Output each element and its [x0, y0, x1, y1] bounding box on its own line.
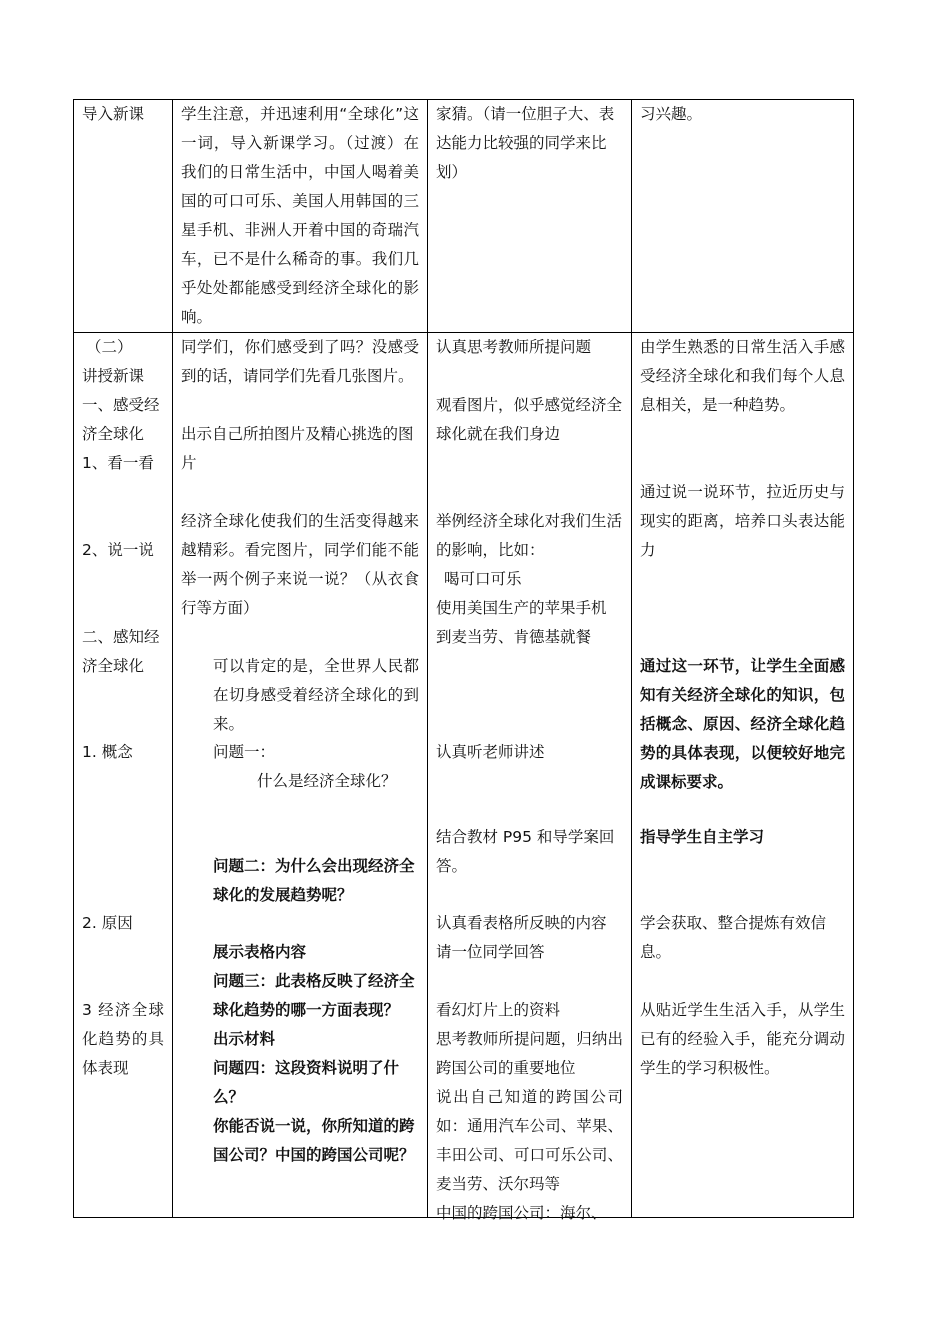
stage-label: 导入新课	[82, 105, 145, 123]
student-text: 观看图片，似乎感觉经济全球化就在我们身边	[436, 396, 623, 443]
question-two-text: 问题二：为什么会出现经济全球化的发展趋势呢？	[213, 857, 415, 904]
question-one-label: 问题一：	[213, 743, 276, 761]
student-text: 结合教材 P95 和导学案回答。	[436, 828, 615, 875]
student-text: 使用美国生产的苹果手机	[436, 599, 607, 617]
lesson-plan-table	[73, 99, 854, 1222]
student-text: 认真看表格所反映的内容	[436, 914, 607, 932]
intent-text: 由学生熟悉的日常生活入手感受经济全球化和我们每个人息息相关，是一种趋势。	[640, 338, 845, 414]
section-heading: 一、感受经济全球化	[82, 396, 160, 443]
student-text: 说出自己知道的跨国公司如：通用汽车公司、苹果、丰田公司、可口可乐公司、麦当劳、沃尔玛等	[436, 1088, 623, 1193]
intent-text: 学会获取、整合提炼有效信息。	[640, 914, 827, 961]
question-four-text: 问题四：这段资料说明了什么？	[213, 1059, 400, 1106]
teacher-activity-cell	[173, 333, 428, 1218]
question-five-text: 你能否说一说，你所知道的跨国公司？中国的跨国公司呢？	[213, 1117, 415, 1164]
step-label: 2. 原因	[82, 914, 133, 932]
teacher-text: 可以肯定的是，全世界人民都在切身感受着经济全球化的到来。	[213, 657, 419, 733]
intent-text: 通过这一环节，让学生全面感知有关经济全球化的知识，包括概念、原因、经济全球化趋势的具体表现，以便较好地完成课标要求。	[640, 657, 845, 791]
part-label: （二）	[86, 338, 133, 356]
show-table-text: 展示表格内容	[213, 943, 307, 961]
student-text: 中国的跨国公司：海尔、	[436, 1204, 607, 1222]
student-activity-cell	[428, 100, 632, 333]
section-title: 讲授新课	[82, 367, 145, 385]
intent-text: 从贴近学生生活入手，从学生已有的经验入手，能充分调动学生的学习积极性。	[640, 1001, 845, 1077]
question-one-text: 什么是经济全球化？	[257, 772, 397, 790]
student-text: 认真听老师讲述	[436, 743, 545, 761]
intent-text: 通过说一说环节，拉近历史与现实的距离，培养口头表达能力	[640, 483, 845, 559]
teacher-text: 出示自己所拍图片及精心挑选的图片	[181, 425, 414, 472]
design-intent-cell	[632, 100, 854, 333]
table-row	[74, 100, 854, 333]
step-label: 1、看一看	[82, 454, 154, 472]
student-text: 喝可口可乐	[444, 570, 522, 588]
step-label: 3 经济全球化趋势的具体表现	[82, 1001, 164, 1077]
stage-cell	[74, 333, 173, 1218]
student-text: 看幻灯片上的资料	[436, 1001, 561, 1019]
student-text: 举例经济全球化对我们生活的影响，比如：	[436, 512, 623, 559]
step-label: 1. 概念	[82, 743, 133, 761]
student-activity-cell	[428, 333, 632, 1222]
student-text: 认真思考教师所提问题	[436, 338, 592, 356]
table-row	[74, 333, 854, 1218]
design-intent-cell	[632, 333, 854, 1218]
intent-text: 指导学生自主学习	[640, 828, 765, 846]
student-activity-text: 家猜。（请一位胆子大、表达能力比较强的同学来比划）	[436, 105, 615, 181]
student-text: 请一位同学回答	[436, 943, 545, 961]
teacher-text: 同学们，你们感受到了吗？没感受到的话，请同学们先看几张图片。	[181, 338, 419, 385]
step-label: 2、说一说	[82, 541, 154, 559]
teacher-activity-text: 学生注意，并迅速利用“全球化”这一词，导入新课学习。（过渡）在我们的日常生活中，中国人喝着美国的可口可乐、美国人用韩国的三星手机、非洲人开着中国的奇瑞汽车，已不是什么稀奇的事。我们几乎处处都能感受到经济全球化的影响。	[181, 105, 419, 326]
stage-cell	[74, 100, 173, 333]
student-text: 思考教师所提问题，归纳出跨国公司的重要地位	[436, 1030, 623, 1077]
student-text: 到麦当劳、肯德基就餐	[436, 628, 592, 646]
show-material-text: 出示材料	[213, 1030, 276, 1048]
section-heading: 二、感知经济全球化	[82, 628, 160, 675]
teacher-text: 经济全球化使我们的生活变得越来越精彩。看完图片，同学们能不能举一两个例子来说一说？（从衣食行等方面）	[181, 512, 419, 617]
question-three-text: 问题三：此表格反映了经济全球化趋势的哪一方面表现？	[213, 972, 415, 1019]
design-intent-text: 习兴趣。	[640, 105, 703, 123]
teacher-activity-cell	[173, 100, 428, 333]
